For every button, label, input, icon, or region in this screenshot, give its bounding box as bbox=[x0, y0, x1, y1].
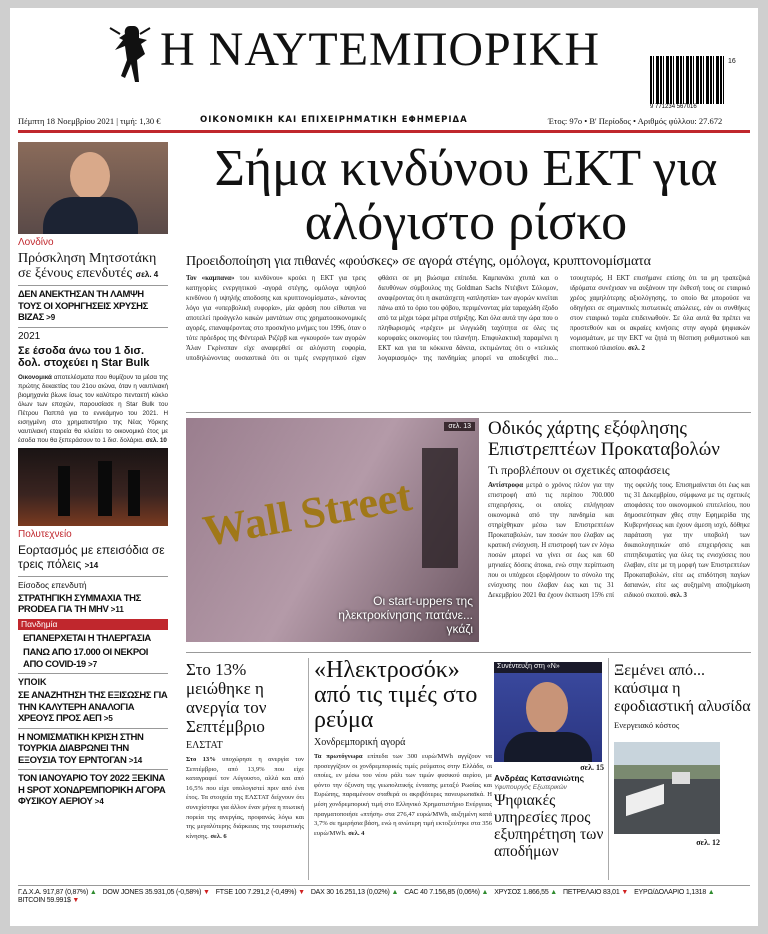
ticker-item bbox=[311, 889, 398, 896]
ticker-label: ΠΕΤΡΕΛΑΙΟ 83,01 bbox=[563, 889, 620, 896]
ticker-label: DOW JONES 35.931,05 (-0,58%) bbox=[102, 889, 202, 896]
arrow-down-icon: ▼ bbox=[70, 897, 80, 904]
polytechnic-kicker: Πολυτεχνείο bbox=[18, 528, 72, 540]
prodea-kicker: Είσοδος επενδυτή bbox=[18, 579, 87, 590]
ticker-item bbox=[494, 889, 557, 896]
arrow-up-icon: ▲ bbox=[88, 889, 97, 896]
interview-article bbox=[494, 662, 604, 860]
electricity-article bbox=[314, 658, 492, 838]
fuel-page: σελ. 12 bbox=[696, 838, 720, 847]
interview-label: Συνέντευξη στη «Ν» bbox=[494, 662, 602, 673]
tagline: ΟΙΚΟΝΟΜΙΚΗ ΚΑΙ ΕΠΙΧΕΙΡΗΜΑΤΙΚΗ ΕΦΗΜΕΡΙΔΑ bbox=[200, 115, 468, 125]
barcode-issue: 16 bbox=[728, 58, 736, 65]
arrow-up-icon: ▲ bbox=[706, 889, 715, 896]
electricity-subhead: Χονδρεμπορική αγορά bbox=[314, 737, 406, 748]
london-headline[interactable]: Πρόσκληση Μητσοτάκη σε ξένους επενδυτές σελ. 4 bbox=[18, 251, 159, 281]
barcode-number: 9 771234 567016 bbox=[650, 104, 697, 110]
turkey-headline[interactable]: Η ΝΟΜΙΣΜΑΤΙΚΗ ΚΡΙΣΗ ΣΤΗΝ ΤΟΥΡΚΙΑ ΔΙΑΒΡΩΝΕΙ ΤΗΝ ΕΞΟΥΣΙΑ ΤΟΥ ΕΡΝΤΟΓΑΝ >14 bbox=[18, 731, 144, 766]
pandemic-label: Πανδημία bbox=[18, 619, 168, 630]
masthead-title: Η ΝΑΥΤΕΜΠΟΡΙΚΗ bbox=[160, 23, 601, 76]
pandemic-item-telework[interactable]: ΕΠΑΝΕΡΧΕΤΑΙ Η ΤΗΛΕΡΓΑΣΙΑ bbox=[23, 632, 151, 644]
electricity-body: Τα πρωτόγνωρα επίπεδα των 300 ευρώ/MWh αγγίζουν να προσεγγίζουν οι χονδρεμπορικές τιμές ρεύματος στην Ελλάδα, οι οποίες, εν μέσω του νέου ράλι των τιμών φυσικού αερίου, με φόντο την όξυνση της γεωπολιτικής έντασης μεταξύ Ρωσίας και Ευρώπης, παραμένουν σταθερά οι ακριβότερες πανευρωπαϊκά. Η μέση χονδρεμπορική τιμή στο Ελληνικό Χρηματιστήριο Ενέργειας πραγματοποιήσε «πτήση» στα 276,47 ευρώ/MWh, αυξημένη κατά 3,7% σε ημερήσια βάση, ενώ η ανώτερη τιμή εκτοξεύτηκε στα 356 ευρώ/MWh. σελ. 4 bbox=[314, 753, 492, 837]
fuel-headline[interactable]: Ξεμένει από... καύσιμα η εφοδιαστική αλυσίδα bbox=[614, 662, 751, 715]
lead-subhead: Προειδοποίηση για πιθανές «φούσκες» σε αγορά στέγης, ομόλογα, κρυπτονομίσματα bbox=[186, 254, 651, 269]
ticker-label: ΕΥΡΩ/ΔΟΛΑΡΙΟ 1,1318 bbox=[634, 889, 707, 896]
ticker-item bbox=[103, 889, 210, 896]
barcode bbox=[650, 56, 725, 104]
advances-subhead: Τι προβλέπουν οι σχετικές αποφάσεις bbox=[488, 463, 670, 477]
hermes-logo-icon bbox=[105, 18, 155, 98]
arrow-up-icon: ▲ bbox=[548, 889, 558, 896]
ticker-label: FTSE 100 7.291,2 (-0,49%) bbox=[215, 889, 297, 896]
unemployment-article bbox=[186, 660, 304, 841]
katsaniotis-photo bbox=[494, 662, 602, 762]
arrow-down-icon: ▼ bbox=[201, 889, 210, 896]
pandemic-item-covid[interactable]: ΠΑΝΩ ΑΠΟ 17.000 ΟΙ ΝΕΚΡΟΙ ΑΠΟ COVID-19 >7 bbox=[23, 647, 149, 670]
ticker-label: DAX 30 16.251,13 (0,02%) bbox=[310, 889, 390, 896]
lead-story bbox=[182, 142, 750, 364]
ticker-label: ΧΡΥΣΟΣ 1.866,55 bbox=[494, 889, 549, 896]
interview-role: Υφυπουργός Εξωτερικών bbox=[494, 784, 567, 791]
ticker-label: Γ.Δ.Χ.Α. 917,87 (0,87%) bbox=[18, 889, 89, 896]
ypoik-headline[interactable]: ΣΕ ΑΝΑΖΗΤΗΣΗ ΤΗΣ ΕΞΙΣΩΣΗΣ ΓΙΑ ΤΗΝ ΚΑΛΥΤΕΡΗ ΑΝΑΛΟΓΙΑ ΧΡΕΟΥΣ ΠΡΟΣ ΑΕΠ >5 bbox=[18, 690, 168, 724]
arrow-down-icon: ▼ bbox=[296, 889, 305, 896]
interview-headline[interactable]: Ψηφιακές υπηρεσίες προς εξυπηρέτηση των αποδήμων bbox=[494, 792, 604, 860]
interview-page: σελ. 15 bbox=[580, 763, 604, 772]
gas-headline[interactable]: ΤΟΝ ΙΑΝΟΥΑΡΙΟ ΤΟΥ 2022 ΞΕΚΙΝΑ Η SPOT ΧΟΝΔΡΕΜΠΟΡΙΚΗ ΑΓΟΡΑ ΦΥΣΙΚΟΥ ΑΕΡΙΟΥ >4 bbox=[18, 773, 166, 807]
starbulk-headline[interactable]: Σε έσοδα άνω του 1 δισ. δολ. στοχεύει η Star Bulk bbox=[18, 344, 150, 369]
ticker-item bbox=[563, 889, 628, 896]
electricity-headline[interactable]: «Ηλεκτροσόκ» από τις τιμές στο ρεύμα bbox=[314, 657, 478, 733]
unemployment-body: Στο 13% υποχώρησε η ανεργία τον Σεπτέμβριο, από 13,9% που είχε καταγραφεί τον Αύγουστο, αλλά και από 16,5% που είχε υπολογιστεί πριν από ένα έτος. Τα στοιχεία της ΕΛΣΤΑΤ δείχνουν ότι συνεχίστηκε για άλλον έναν μήνα η πτωτική πορεία της ανεργίας, προφανώς λόγω και της μεγαλύτερης διάρκειας της τουριστικής κίνησης. σελ. 6 bbox=[186, 756, 304, 840]
ticker-item bbox=[18, 889, 97, 896]
starbulk-body: Οικονομικά αποτελέσματα που θυμίζουν τα μέσα της πρώτης δεκαετίας του 21ου αιώνα, όταν η ναυτιλιακή βιομηχανία βίωνε ίσως τον καλύτερο πενταετή κύκλο όλων των εποχών, παρουσίασε η Star Bulk του Πέτρου Παππά για το εννεάμηνο του 2021. Η εισηγμένη στο χρηματιστήριο της Νέας Υόρκης ναυτιλιακή εταιρεία θα κλείσει το οικονομικό έτος με έσοδα που θα ξεπεράσουν το 1 δισ. δολάρια. σελ. 10 bbox=[18, 373, 168, 444]
advances-article bbox=[488, 418, 750, 601]
interview-name: Ανδρέας Κατσανιώτης bbox=[494, 773, 585, 783]
fuel-subhead: Ενεργειακό κόστος bbox=[614, 720, 680, 730]
date-price: Πέμπτη 18 Νοεμβρίου 2021 | τιμή: 1,30 € bbox=[18, 116, 161, 126]
arrow-up-icon: ▲ bbox=[389, 889, 399, 896]
sidebar bbox=[18, 142, 168, 808]
issue-info: Έτος: 97ο • Β' Περίοδος • Αριθμός φύλλου: 27.672 bbox=[548, 116, 723, 126]
trucks-photo bbox=[614, 742, 720, 834]
arrow-down-icon: ▼ bbox=[619, 889, 629, 896]
unemployment-subhead: ΕΛΣΤΑΤ bbox=[186, 740, 223, 751]
mitsotakis-photo bbox=[18, 142, 168, 234]
visas-headline[interactable]: ΔΕΝ ΑΝΕΚΤΗΣΑΝ ΤΗ ΛΑΜΨΗ ΤΟΥΣ ΟΙ ΧΟΡΗΓΗΣΕΙΣ ΧΡΥΣΗΣ ΒΙΖΑΣ >9 bbox=[18, 289, 148, 323]
ticker-item bbox=[18, 897, 79, 904]
ticker-label: CAC 40 7.156,85 (0,06%) bbox=[404, 889, 480, 896]
wallstreet-sign: Wall Street bbox=[199, 471, 416, 556]
unemployment-headline[interactable]: Στο 13% μειώθηκε η ανεργία τον Σεπτέμβριο bbox=[186, 660, 267, 736]
london-kicker: Λονδίνο bbox=[18, 237, 54, 248]
ypoik-kicker: ΥΠΟΙΚ bbox=[18, 677, 47, 687]
wallstreet-page: σελ. 13 bbox=[444, 422, 475, 431]
ticker-item bbox=[634, 889, 714, 896]
polytechnic-headline[interactable]: Εορτασμός με επεισόδια σε τρεις πόλεις >14 bbox=[18, 542, 165, 571]
starbulk-kicker: 2021 bbox=[18, 330, 41, 342]
red-rule bbox=[18, 130, 750, 133]
ticker-item bbox=[216, 889, 305, 896]
lead-body: Τον «καμπανα» του κινδύνου» κρούει η ΕΚΤ για τρεις κατηγορίες ενεργητικού -αγορά στέγης, ομόλογα υψηλού κινδύνου ή υψηλής αποδοσης και κρυπτονομίσματα-, κάνοντας λόγο για «υπερβολική ευφορία», μία φράση που είθισται να αποτελεί προάγγελο κακών μαντάτων στις χρηματοοικονομικές αγορές, επαναφέροντας στο προσκήνιο μνήμες του 1996, όταν ο τότε πρόεδρος της Φέντεραλ Ριζέρβ και «γκουρού» των αγορών Άλαν Γκρίνσπαν είχε αναφερθεί σε αλόγιστη ευφορία, υποδηλώνοντας ουσιαστικά ότι οι τιμές ενεργητικού είχαν φθάσει σε μη βιώσιμα επίπεδα. Καμπανάκι χτυπά και ο διευθύνων σύμβουλος της Goldman Sachs Ντέιβιντ Σόλομον, αναφέροντας ότι η ακατάσχετη «απληστία» των αγορών κινείται πάνω από το όριο του φόβου, περιμένοντας μία ταραχώδη έξοδο από τα μέχρι τώρα μέτρα στήριξης. Και όλα αυτά την ώρα που ο πληθωρισμός «τρέχει» με ιλιγγιώδη ταχύτητα σε όλες τις κορυφαίες οικονομίες του πλανήτη. Επιφυλακτική παραμένει η ΕΚΤ και για τα κόκκινα δάνεια, εκτιμώντας ότι ο «τελικός λογαριασμός» της πανδημίας μπορεί να αποδειχθεί πιο... τσουχτερός. Η ΕΚΤ επισήμανε επίσης ότι τα μη τραπεζικά ιδρύματα συνέχισαν να αυξάνουν την έκθεσή τους σε εταιρικό χρέος χαμηλότερης αξιολόγησης, το οποίο θα μπορούσε να οδηγήσει σε σημαντικές πιστωτικές απώλειες, εάν οι συνθήκες στον εταιρικό τομέα επιδεινωθούν. Σε όλα αυτά θα πρέπει να προστεθούν και οι ακραίες κινήσεις στην αγορά ψηφιακών νομισμάτων, με την ΕΚΤ να ζητά τη θέσπιση ρυθμιστικού και εποπτικού πλαισίου. σελ. 2 bbox=[186, 275, 750, 362]
advances-body: Αντίστροφα μετρά ο χρόνος πλέον για την επιστροφή από τις περίπου 700.000 επιχειρήσεις, οι οποίες επλήγησαν οικονομικά από την πανδημία και στηρίχθηκαν μέσω των Επιστρεπτέων Προκαταβολών, των ποσών που έλαβαν ως κρατική ενίσχυση. Η επιστροφή των εν λόγω ποσών μπορεί να γίνει σε έως και 60 μηνιαίες δόσεις άτοκα, ενώ στην περίπτωση που οι υπόχρεοι εξοφλήσουν το σύνολο της ενίσχυσης που έλαβαν έως και τις 31 Δεκεμβρίου 2021 θα έχουν έκπτωση 15% επί της οφειλής τους. Επισημαίνεται ότι έως και τις 31 Δεκεμβρίου, σύμφωνα με τις σχετικές αποφάσεις του οικονομικού επιτελείου, που δημοσιεύτηκαν χθες στην Εφημερίδα της Κυβερνήσεως και έχουν άμεση ισχύ, δόθηκε παράταση για την υποβολή των δικαιολογητικών από επιχειρήσεις και επιτηδευματίες για όλες τις ενισχύσεις που έλαβαν, είτε με τη μορφή των Επιστρεπτέων Προκαταβολών, είτε ως επιδότηση παγίων δαπανών, είτε ως αυξημένη αποζημίωση ειδικού σκοπού. σελ. 3 bbox=[488, 482, 750, 599]
fuel-article bbox=[614, 662, 754, 847]
lead-headline[interactable]: Σήμα κινδύνου ΕΚΤ για αλόγιστο ρίσκο bbox=[214, 140, 718, 251]
ticker-label: BITCOIN 59.991$ bbox=[18, 897, 71, 904]
polytechnic-photo bbox=[18, 448, 168, 526]
market-ticker bbox=[18, 889, 750, 904]
wallstreet-photo[interactable] bbox=[186, 418, 479, 642]
arrow-up-icon: ▲ bbox=[479, 889, 489, 896]
prodea-headline[interactable]: ΣΤΡΑΤΗΓΙΚΗ ΣΥΜΜΑΧΙΑ ΤΗΣ PRODEA ΓΙΑ ΤΗ MHV >11 bbox=[18, 592, 141, 615]
newspaper-front-page bbox=[10, 8, 758, 926]
wallstreet-caption: Οι start-uppers της ηλεκτροκίνησης πατάνε... γκάζι bbox=[338, 594, 473, 636]
ticker-item bbox=[404, 889, 488, 896]
advances-headline[interactable]: Οδικός χάρτης εξόφλησης Επιστρεπτέων Προκαταβολών bbox=[488, 418, 720, 460]
